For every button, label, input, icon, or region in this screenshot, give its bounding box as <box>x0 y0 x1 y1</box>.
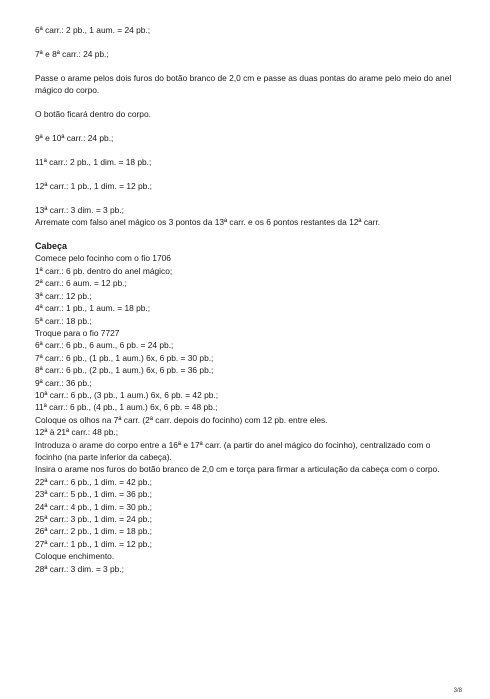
instruction-paragraph: Introduza o arame do corpo entre a 16ª e 17ª carr. (a partir do anel mágico do focinho), centralizado com o focinho (na parte inferior da cabeça). <box>35 439 431 462</box>
instruction-line: Coloque enchimento. <box>35 551 115 562</box>
instruction-line: 9ª carr.: 36 pb.; <box>35 377 92 388</box>
instruction-line: 13ª carr.: 3 dim. = 3 pb.; <box>35 204 124 215</box>
instruction-line: 11ª carr.: 2 pb., 1 dim. = 18 pb.; <box>35 156 152 167</box>
instruction-line: O botão ficará dentro do corpo. <box>35 109 151 120</box>
instruction-line: 3ª carr.: 12 pb.; <box>35 290 92 301</box>
document-body <box>35 24 455 575</box>
instruction-line: 7ª carr.: 6 pb., (1 pb., 1 aum.) 6x, 6 pb. = 30 pb.; <box>35 352 214 363</box>
instruction-line: 27ª carr.: 1 pb., 1 dim. = 12 pb.; <box>35 538 152 549</box>
instruction-line: 12ª carr.: 1 pb., 1 dim. = 12 pb.; <box>35 180 152 191</box>
instruction-line: 26ª carr.: 2 pb., 1 dim. = 18 pb.; <box>35 526 152 537</box>
instruction-paragraph: Insira o arame nos furos do botão branco de 2,0 cm e torça para firmar a articulação da cabeça com o corpo. <box>35 464 440 475</box>
instruction-line: 7ª e 8ª carr.: 24 pb.; <box>35 48 109 59</box>
instruction-line: 11ª carr.: 6 pb., (4 pb., 1 aum.) 6x, 6 pb. = 48 pb.; <box>35 402 218 413</box>
instruction-line: 22ª carr.: 6 pb., 1 dim. = 42 pb.; <box>35 476 152 487</box>
instruction-line: 24ª carr.: 4 pb., 1 dim. = 30 pb.; <box>35 501 152 512</box>
cabeca-instructions <box>35 252 455 575</box>
instruction-line: 28ª carr.: 3 dim. = 3 pb.; <box>35 563 124 574</box>
instruction-line: 12ª à 21ª carr.: 48 pb.; <box>35 427 119 438</box>
instruction-paragraph: Passe o arame pelos dois furos do botão branco de 2,0 cm e passe as duas pontas do arame pelo meio do anel mágico do corpo. <box>35 72 452 96</box>
instruction-line: 25ª carr.: 3 pb., 1 dim. = 24 pb.; <box>35 514 152 524</box>
instruction-line: Comece pelo focinho com o fio 1706 <box>35 253 171 264</box>
instruction-line: 6ª carr.: 2 pb., 1 aum. = 24 pb.; <box>35 25 151 35</box>
instruction-line: 4ª carr.: 1 pb., 1 aum. = 18 pb.; <box>35 303 151 314</box>
instruction-line: Troque para o fio 7727 <box>35 327 120 338</box>
page-number: 3/8 <box>453 688 462 694</box>
instruction-line: 5ª carr.: 18 pb.; <box>35 315 92 326</box>
instruction-line: 2ª carr.: 6 aum. = 12 pb.; <box>35 278 127 289</box>
section-title-cabeca: Cabeça <box>35 241 68 252</box>
instruction-line: 1ª carr.: 6 pb. dentro do anel mágico; <box>35 265 173 276</box>
instruction-paragraph: Arremate com falso anel mágico os 3 pontos da 13ª carr. e os 6 pontos restantes da 12ª carr. <box>35 217 381 228</box>
instruction-line: Coloque os olhos na 7ª carr. (2ª carr. depois do focinho) com 12 pb. entre eles. <box>35 414 328 425</box>
instruction-line: 9ª e 10ª carr.: 24 pb.; <box>35 133 114 144</box>
instruction-line: 10ª carr.: 6 pb., (3 pb., 1 aum.) 6x, 6 pb. = 42 pb.; <box>35 389 219 400</box>
instruction-line: 8ª carr.: 6 pb., (2 pb., 1 aum.) 6x, 6 pb. = 36 pb.; <box>35 365 214 376</box>
instruction-line: 6ª carr.: 6 pb., 6 aum., 6 pb. = 24 pb.; <box>35 340 174 351</box>
instruction-line: 23ª carr.: 5 pb., 1 dim. = 36 pb.; <box>35 489 152 500</box>
